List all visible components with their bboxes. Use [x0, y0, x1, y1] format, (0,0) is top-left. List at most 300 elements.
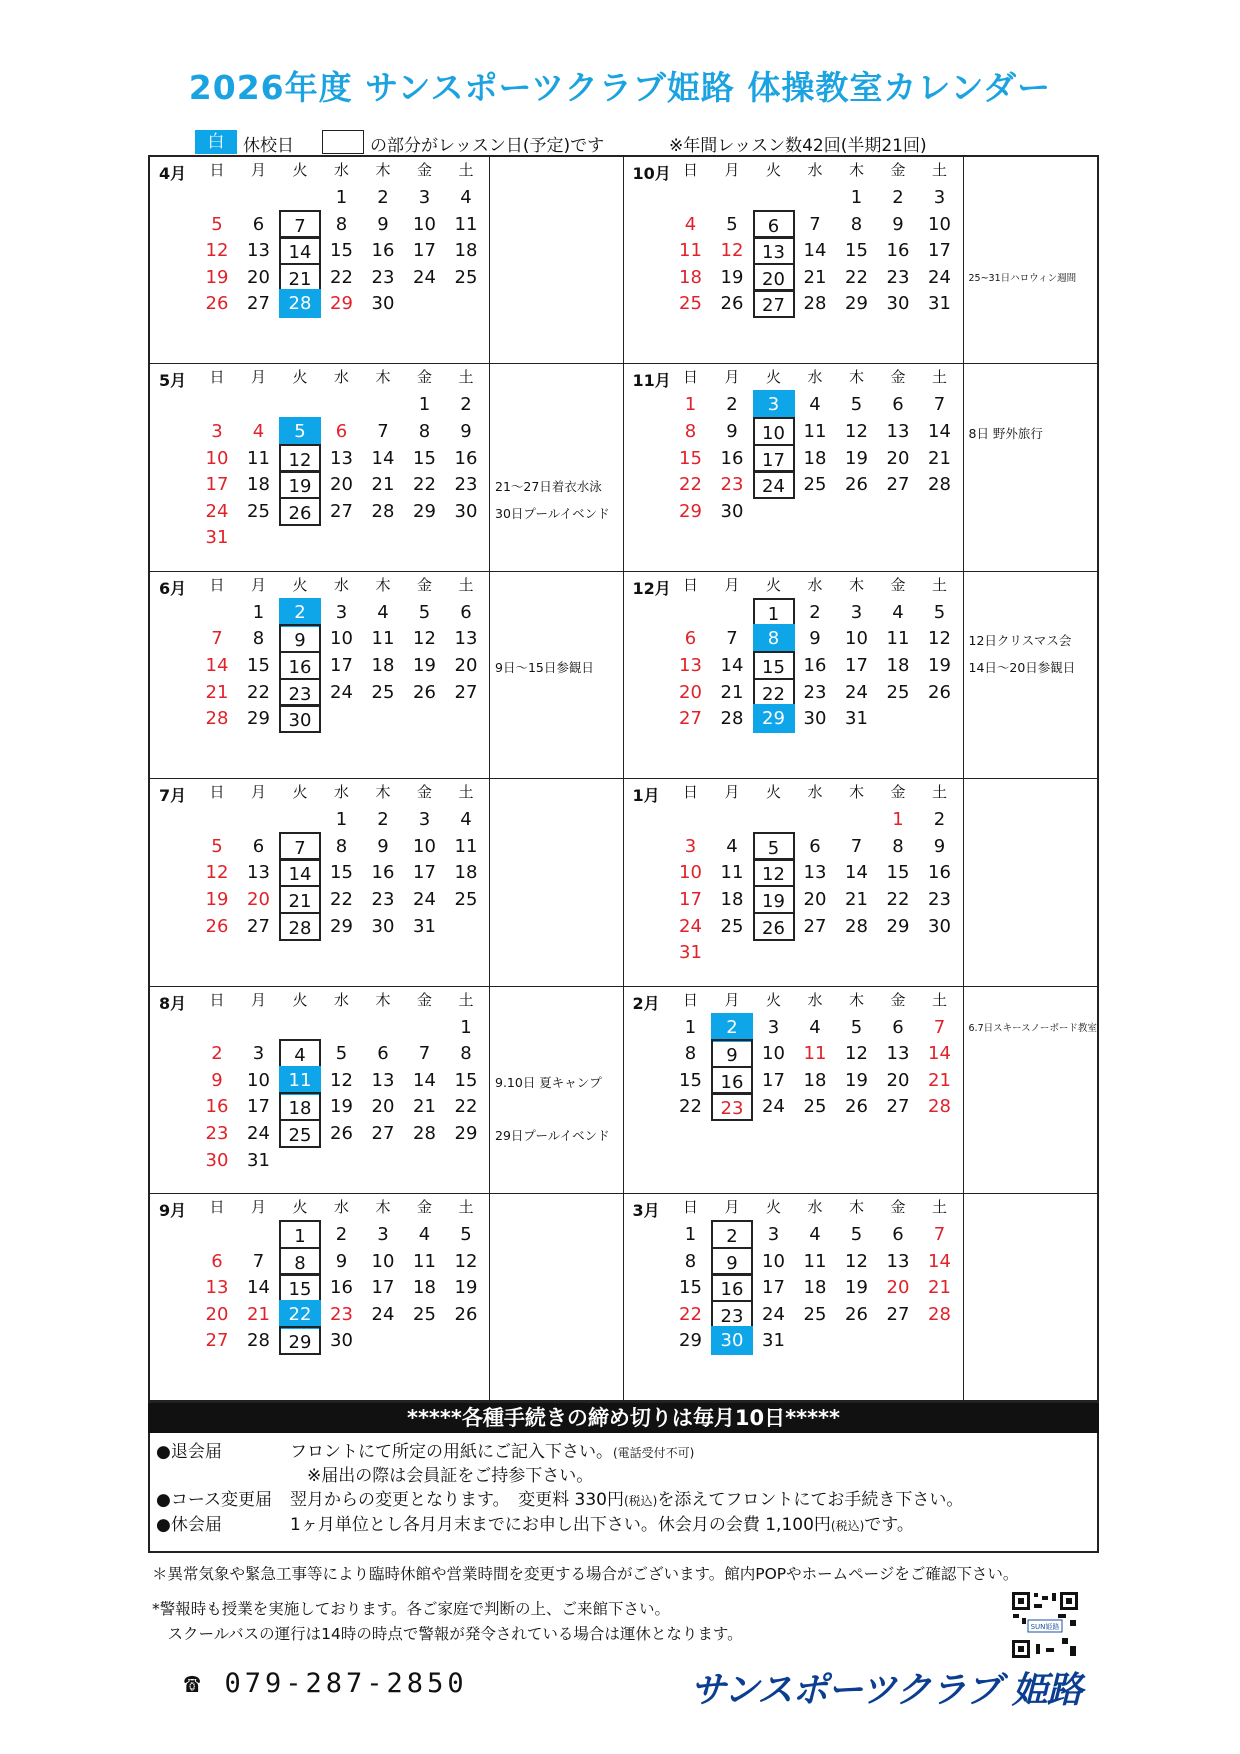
day-cell: 15 — [330, 862, 353, 884]
day-cell: 18 — [247, 474, 270, 496]
day-cell: 17 — [205, 474, 229, 496]
notes-divider — [489, 779, 490, 985]
day-cell-lesson: 9 — [279, 624, 321, 653]
month-note: 8日 野外旅行 — [968, 425, 1043, 441]
day-cell: 5 — [211, 835, 223, 857]
day-cell: 8 — [684, 1043, 697, 1065]
day-cell: 28 — [928, 474, 951, 496]
day-cell: 31 — [205, 527, 229, 549]
day-cell: 12 — [413, 628, 436, 650]
month-label: 5月 — [159, 371, 187, 391]
day-cell: 7 — [809, 213, 821, 235]
day-cell-lesson: 26 — [279, 497, 321, 526]
weekday-header: 木 — [375, 1197, 391, 1216]
day-cell: 9 — [377, 213, 389, 235]
day-cell: 2 — [892, 187, 904, 208]
day-cell: 3 — [418, 187, 431, 208]
day-cell: 10 — [413, 835, 436, 857]
weekday-header: 金 — [416, 368, 432, 387]
day-cell: 20 — [886, 1069, 910, 1091]
day-cell: 11 — [803, 1043, 827, 1065]
day-cell: 14 — [845, 862, 868, 884]
weekday-header: 土 — [458, 368, 474, 387]
day-cell: 6 — [252, 213, 265, 235]
day-cell: 13 — [886, 420, 910, 442]
weekday-header: 火 — [292, 161, 308, 179]
day-cell: 27 — [886, 1303, 910, 1325]
day-cell: 11 — [803, 1250, 827, 1272]
day-cell: 25 — [371, 681, 395, 703]
day-cell: 12 — [845, 1250, 868, 1272]
weekday-header: 月 — [250, 161, 266, 179]
day-cell: 28 — [205, 708, 229, 730]
weekday-header: 金 — [416, 1197, 432, 1216]
weekday-header: 日 — [209, 1197, 225, 1216]
day-cell: 5 — [726, 213, 738, 235]
day-cell: 19 — [330, 1096, 353, 1118]
day-cell: 23 — [454, 474, 478, 496]
weekday-header: 火 — [292, 368, 308, 387]
day-cell: 30 — [803, 708, 827, 730]
day-cell: 18 — [454, 862, 478, 884]
day-cell: 19 — [845, 447, 868, 469]
day-cell: 14 — [413, 1069, 436, 1091]
month-label: 12月 — [632, 578, 671, 598]
day-cell: 3 — [684, 835, 697, 857]
day-cell: 6 — [892, 1016, 904, 1038]
day-cell: 15 — [679, 1277, 702, 1299]
day-cell: 27 — [247, 293, 270, 315]
day-cell: 22 — [679, 1096, 702, 1118]
day-cell: 9 — [460, 420, 472, 442]
day-cell: 19 — [928, 654, 951, 676]
day-cell-holiday: 11 — [279, 1066, 321, 1095]
day-cell: 12 — [720, 240, 744, 262]
weekday-header: 土 — [931, 1197, 947, 1216]
day-cell: 21 — [413, 1096, 436, 1118]
day-cell-lesson: 5 — [753, 832, 795, 861]
weekday-header: 日 — [682, 990, 698, 1009]
weekday-header: 土 — [931, 990, 947, 1009]
day-cell: 21 — [247, 1303, 270, 1325]
month-label: 10月 — [632, 164, 671, 183]
day-cell: 27 — [803, 915, 827, 937]
day-cell-lesson: 15 — [279, 1273, 321, 1302]
day-cell: 20 — [330, 474, 353, 496]
day-cell: 31 — [679, 942, 702, 964]
day-cell: 10 — [679, 862, 702, 884]
day-cell: 14 — [371, 447, 395, 469]
day-cell: 24 — [679, 915, 702, 937]
day-cell: 28 — [413, 1122, 436, 1144]
weekday-header: 日 — [682, 1197, 698, 1216]
day-cell: 6 — [684, 628, 697, 650]
month-note: 21～27日着衣水泳 — [495, 479, 602, 495]
weekday-header: 土 — [458, 161, 474, 179]
day-cell: 14 — [928, 1250, 951, 1272]
procedure-note: (税込) — [624, 1494, 658, 1508]
day-cell: 22 — [845, 266, 868, 288]
day-cell: 25 — [679, 293, 702, 315]
day-cell: 20 — [247, 888, 270, 910]
day-cell: 27 — [205, 1330, 229, 1352]
day-cell: 1 — [892, 809, 904, 831]
weekday-header: 水 — [333, 575, 349, 594]
day-cell: 15 — [845, 240, 868, 262]
lesson-swatch — [322, 130, 364, 154]
day-cell: 14 — [928, 420, 951, 442]
day-cell: 20 — [679, 681, 702, 703]
day-cell: 5 — [211, 213, 223, 235]
day-cell: 24 — [413, 888, 436, 910]
day-cell-holiday: 8 — [753, 624, 795, 653]
day-cell: 26 — [720, 293, 744, 315]
weekday-header: 木 — [375, 783, 391, 802]
month-block — [624, 572, 1098, 779]
day-cell: 2 — [211, 1043, 223, 1065]
day-cell: 3 — [767, 1223, 780, 1245]
day-cell-lesson: 14 — [279, 858, 321, 887]
day-cell: 26 — [413, 681, 436, 703]
day-cell-lesson: 23 — [711, 1300, 753, 1329]
day-cell: 12 — [845, 1043, 868, 1065]
weekday-header: 日 — [209, 368, 225, 387]
day-cell: 10 — [371, 1250, 395, 1272]
procedure-tail: です。 — [864, 1515, 914, 1535]
day-cell: 6 — [335, 420, 348, 442]
day-cell: 8 — [684, 1250, 697, 1272]
day-cell: 17 — [928, 240, 951, 262]
day-cell: 13 — [371, 1069, 395, 1091]
weekday-header: 水 — [807, 161, 823, 179]
day-cell-holiday: 3 — [753, 390, 795, 419]
day-cell: 3 — [933, 187, 946, 208]
month-block — [150, 1194, 624, 1401]
day-cell: 8 — [335, 213, 348, 235]
day-cell: 31 — [928, 293, 951, 315]
day-cell: 2 — [809, 601, 821, 623]
day-cell: 15 — [679, 1069, 702, 1091]
procedure-row — [156, 1461, 593, 1486]
day-cell: 27 — [886, 1096, 910, 1118]
day-cell: 2 — [933, 809, 946, 831]
day-cell: 18 — [454, 240, 478, 262]
day-cell: 22 — [413, 474, 436, 496]
day-cell: 19 — [205, 888, 229, 910]
month-block — [150, 779, 624, 986]
month-label: 3月 — [632, 1200, 660, 1220]
weekday-header: 水 — [333, 1197, 349, 1216]
weekday-header: 土 — [931, 161, 947, 179]
procedure-label: ●退会届 — [156, 1442, 222, 1462]
day-cell-lesson: 19 — [753, 885, 795, 914]
day-cell: 1 — [335, 187, 348, 208]
day-cell: 24 — [845, 681, 868, 703]
day-cell-holiday: 2 — [279, 598, 321, 627]
day-cell: 6 — [211, 1250, 223, 1272]
procedure-row — [156, 1437, 694, 1462]
weekday-header: 土 — [458, 1197, 474, 1216]
day-cell: 11 — [413, 1250, 436, 1272]
day-cell: 22 — [330, 888, 353, 910]
day-cell: 7 — [377, 420, 389, 442]
day-cell: 28 — [845, 915, 868, 937]
day-cell: 31 — [413, 915, 436, 937]
month-note: 30日プールイベンド — [495, 505, 610, 521]
day-cell: 13 — [330, 447, 353, 469]
day-cell-holiday: 28 — [279, 289, 321, 318]
day-cell-lesson: 22 — [753, 678, 795, 707]
weekday-header: 火 — [765, 161, 781, 179]
day-cell: 12 — [330, 1069, 353, 1091]
day-cell: 1 — [252, 601, 265, 623]
weekday-header: 日 — [682, 368, 698, 387]
day-cell-holiday: 5 — [279, 417, 321, 446]
weekday-header: 月 — [250, 575, 266, 594]
day-cell: 1 — [684, 1016, 697, 1038]
day-cell: 6 — [892, 394, 904, 416]
month-note: 29日プールイベンド — [495, 1127, 610, 1143]
month-block — [624, 364, 1098, 571]
day-cell: 21 — [371, 474, 395, 496]
day-cell: 25 — [720, 915, 744, 937]
notes-divider — [489, 987, 490, 1193]
day-cell-holiday: 29 — [753, 704, 795, 733]
day-cell: 3 — [211, 420, 223, 442]
day-cell: 2 — [377, 187, 389, 208]
day-cell: 24 — [928, 266, 951, 288]
day-cell: 15 — [454, 1069, 478, 1091]
procedure-text: 1ヶ月単位とし各月月末までにお申し出下さい。休会月の会費 1,100円 — [290, 1515, 831, 1535]
notes-divider — [489, 572, 490, 778]
day-cell: 20 — [886, 1277, 910, 1299]
day-cell: 13 — [247, 240, 270, 262]
day-cell: 17 — [845, 654, 868, 676]
procedure-row — [156, 1510, 914, 1535]
weekday-header: 土 — [931, 575, 947, 594]
day-cell: 16 — [371, 240, 395, 262]
day-cell: 18 — [886, 654, 910, 676]
weekday-header: 土 — [458, 575, 474, 594]
day-cell: 21 — [845, 888, 868, 910]
day-cell: 25 — [247, 500, 270, 522]
day-cell: 29 — [247, 708, 270, 730]
day-cell: 6 — [809, 835, 821, 857]
notes-divider — [963, 157, 964, 363]
weekday-header: 日 — [682, 783, 698, 802]
weekday-header: 金 — [890, 990, 906, 1009]
procedure-text: 翌月からの変更となります。 変更料 330円 — [290, 1490, 624, 1510]
day-cell: 26 — [330, 1122, 353, 1144]
day-cell: 21 — [720, 681, 744, 703]
day-cell: 29 — [886, 915, 910, 937]
phone-number[interactable]: ☎ 079-287-2850 — [184, 1668, 468, 1699]
weekday-header: 月 — [250, 783, 266, 802]
qr-code[interactable] — [1010, 1590, 1080, 1660]
day-cell: 6 — [460, 601, 472, 623]
day-cell: 6 — [892, 1223, 904, 1245]
day-cell: 10 — [205, 447, 229, 469]
weekday-header: 月 — [724, 575, 740, 594]
day-cell: 30 — [886, 293, 910, 315]
day-cell: 28 — [928, 1303, 951, 1325]
day-cell: 2 — [377, 809, 389, 831]
day-cell: 5 — [933, 601, 946, 623]
weekday-header: 水 — [807, 990, 823, 1009]
notes-divider — [963, 1194, 964, 1400]
day-cell: 12 — [454, 1250, 478, 1272]
day-cell: 9 — [211, 1069, 223, 1091]
day-cell-lesson: 29 — [279, 1326, 321, 1355]
weekday-header: 月 — [724, 990, 740, 1009]
day-cell: 27 — [330, 500, 353, 522]
day-cell: 29 — [330, 915, 353, 937]
day-cell: 31 — [845, 708, 868, 730]
weekday-header: 日 — [682, 161, 698, 179]
day-cell: 12 — [928, 628, 951, 650]
day-cell: 24 — [371, 1303, 395, 1325]
day-cell: 18 — [803, 447, 827, 469]
day-cell: 23 — [720, 474, 744, 496]
day-cell: 1 — [684, 1223, 697, 1245]
day-cell: 14 — [205, 654, 229, 676]
weekday-header: 月 — [250, 1197, 266, 1216]
day-cell: 27 — [454, 681, 478, 703]
day-cell: 24 — [330, 681, 353, 703]
footnote-3: スクールバスの運行は14時の時点で警報が発令されている場合は運休となります。 — [152, 1625, 743, 1643]
day-cell: 17 — [413, 240, 436, 262]
day-cell: 31 — [762, 1330, 785, 1352]
day-cell: 4 — [418, 1223, 431, 1245]
day-cell-lesson: 23 — [711, 1092, 753, 1121]
weekday-header: 月 — [250, 368, 266, 387]
day-cell: 20 — [247, 266, 270, 288]
day-cell-lesson: 30 — [279, 704, 321, 733]
day-cell: 8 — [850, 213, 863, 235]
weekday-header: 金 — [890, 161, 906, 179]
day-cell: 29 — [330, 293, 353, 315]
day-cell: 29 — [679, 1330, 702, 1352]
day-cell-lesson: 2 — [711, 1220, 753, 1249]
day-cell: 9 — [726, 420, 738, 442]
day-cell: 8 — [892, 835, 904, 857]
day-cell: 15 — [886, 862, 910, 884]
day-cell: 26 — [928, 681, 951, 703]
day-cell: 14 — [720, 654, 744, 676]
day-cell: 16 — [803, 654, 827, 676]
day-cell: 9 — [809, 628, 821, 650]
day-cell: 5 — [418, 601, 431, 623]
day-cell: 19 — [205, 266, 229, 288]
weekday-header: 金 — [890, 368, 906, 387]
day-cell: 26 — [205, 915, 229, 937]
day-cell: 19 — [845, 1277, 868, 1299]
weekday-header: 水 — [333, 990, 349, 1009]
day-cell: 30 — [371, 915, 395, 937]
day-cell: 17 — [762, 1069, 785, 1091]
day-cell: 28 — [247, 1330, 270, 1352]
day-cell: 14 — [803, 240, 827, 262]
day-cell: 15 — [413, 447, 436, 469]
lesson-legend-label: の部分がレッスン日(予定)です — [370, 136, 605, 156]
day-cell-lesson: 21 — [279, 263, 321, 292]
procedure-label: ●コース変更届 — [156, 1490, 272, 1510]
day-cell: 25 — [803, 1303, 827, 1325]
day-cell: 2 — [460, 394, 472, 416]
month-label: 4月 — [159, 164, 187, 183]
day-cell: 10 — [413, 213, 436, 235]
day-cell: 8 — [460, 1043, 472, 1065]
day-cell: 30 — [205, 1149, 229, 1171]
day-cell: 15 — [330, 240, 353, 262]
weekday-header: 水 — [333, 161, 349, 179]
day-cell: 5 — [850, 394, 863, 416]
weekday-header: 木 — [848, 575, 864, 594]
day-cell: 1 — [850, 187, 863, 208]
day-cell: 16 — [205, 1096, 229, 1118]
page-title: 2026年度 サンスポーツクラブ姫路 体操教室カレンダー — [188, 68, 1052, 107]
day-cell: 23 — [886, 266, 910, 288]
day-cell: 22 — [679, 474, 702, 496]
day-cell: 16 — [454, 447, 478, 469]
day-cell: 7 — [933, 1223, 946, 1245]
weekday-header: 木 — [375, 575, 391, 594]
day-cell: 11 — [247, 447, 270, 469]
day-cell-lesson: 28 — [279, 912, 321, 941]
procedure-text: フロントにて所定の用紙にご記入下さい。 — [290, 1442, 613, 1462]
day-cell: 11 — [886, 628, 910, 650]
day-cell-lesson: 9 — [711, 1247, 753, 1276]
day-cell: 5 — [850, 1016, 863, 1038]
month-label: 1月 — [632, 786, 660, 806]
day-cell: 20 — [803, 888, 827, 910]
weekday-header: 木 — [848, 990, 864, 1009]
day-cell: 22 — [679, 1303, 702, 1325]
day-cell: 26 — [845, 474, 868, 496]
day-cell-lesson: 19 — [279, 470, 321, 499]
notes-divider — [489, 364, 490, 570]
day-cell: 25 — [803, 1096, 827, 1118]
day-cell: 2 — [335, 1223, 348, 1245]
weekday-header: 火 — [765, 1197, 781, 1216]
month-label: 9月 — [159, 1200, 187, 1220]
weekday-header: 水 — [333, 368, 349, 387]
day-cell: 4 — [460, 187, 472, 208]
day-cell: 3 — [377, 1223, 389, 1245]
weekday-header: 木 — [848, 1197, 864, 1216]
day-cell: 27 — [371, 1122, 395, 1144]
day-cell: 3 — [767, 1016, 780, 1038]
day-cell: 7 — [252, 1250, 265, 1272]
day-cell-lesson: 6 — [753, 210, 795, 239]
day-cell-lesson: 7 — [279, 210, 321, 239]
day-cell: 18 — [720, 888, 744, 910]
day-cell: 12 — [205, 240, 229, 262]
day-cell: 8 — [335, 835, 348, 857]
day-cell: 4 — [460, 809, 472, 831]
day-cell-lesson: 7 — [279, 832, 321, 861]
day-cell: 5 — [850, 1223, 863, 1245]
month-block — [624, 987, 1098, 1194]
day-cell-lesson: 16 — [279, 651, 321, 680]
footnote-1: ＊異常気象や緊急工事等により臨時休館や営業時間を変更する場合がございます。館内POPやホームページをご確認下さい。 — [152, 1565, 1019, 1583]
day-cell-lesson: 1 — [753, 598, 795, 627]
weekday-header: 火 — [765, 575, 781, 594]
day-cell: 13 — [205, 1277, 229, 1299]
day-cell: 1 — [418, 394, 431, 416]
day-cell: 11 — [679, 240, 702, 262]
day-cell: 18 — [413, 1277, 436, 1299]
